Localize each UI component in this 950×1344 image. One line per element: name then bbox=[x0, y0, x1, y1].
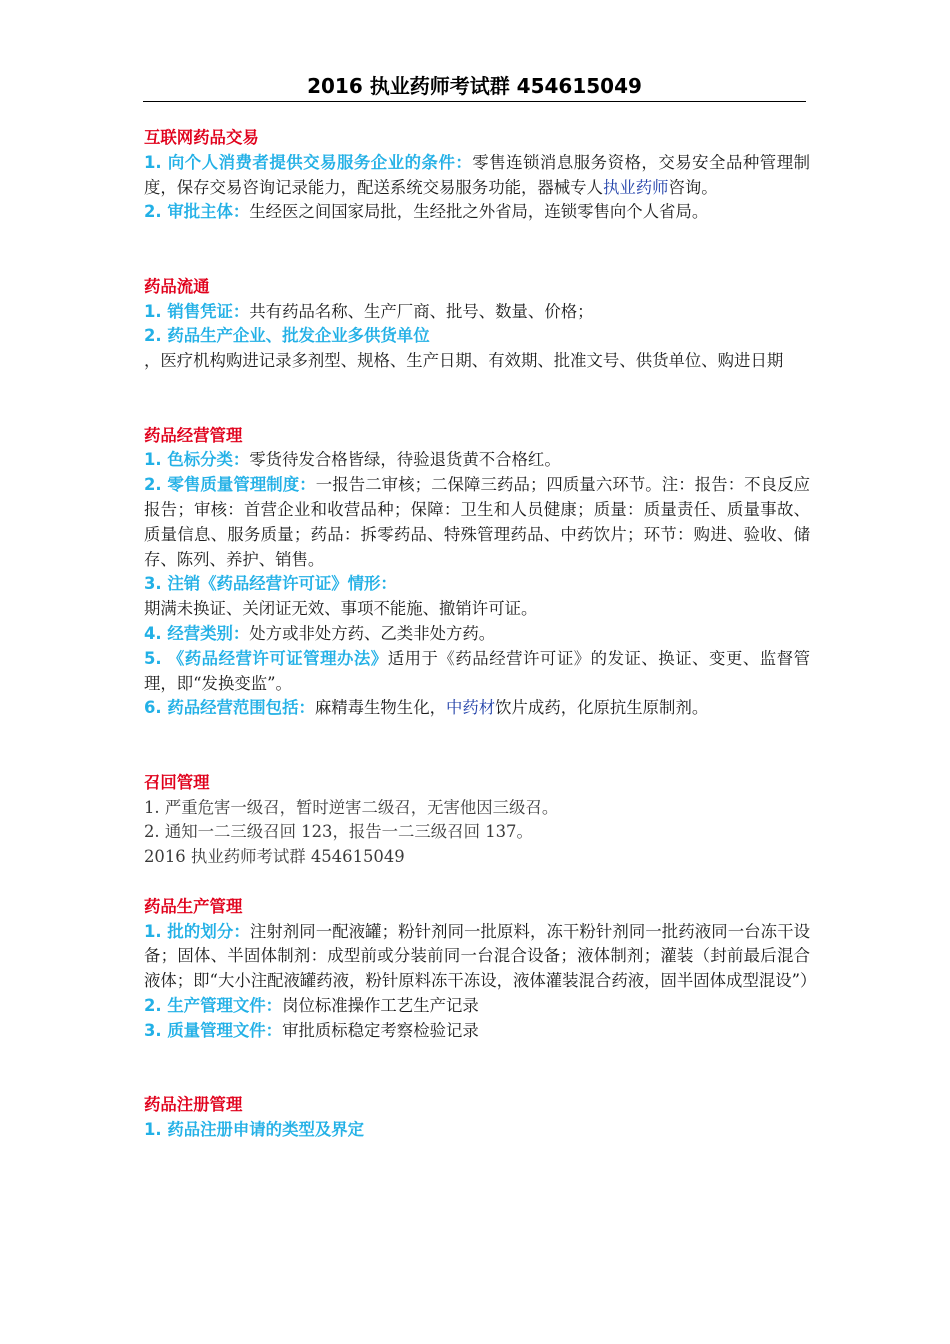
paragraph bbox=[144, 300, 810, 325]
item-label: 2. 药品生产企业、批发企业多供货单位 bbox=[144, 326, 430, 346]
paragraph: 2. 通知一二三级召回 123，报告一二三级召回 137。 bbox=[144, 822, 533, 842]
section-drug-production-management bbox=[144, 895, 817, 1044]
item-label: 1. 销售凭证： bbox=[144, 301, 250, 321]
item-label: 6. 药品经营范围包括： bbox=[144, 698, 315, 718]
item-text: 共有药品名称、生产厂商、批号、数量、价格； bbox=[249, 301, 594, 321]
page-header-title: 2016 执业药师考试群 454615049 bbox=[307, 74, 642, 98]
section-title: 药品经营管理 bbox=[144, 425, 243, 445]
item-text: 处方或非处方药、乙类非处方药。 bbox=[249, 623, 496, 643]
paragraph bbox=[144, 994, 810, 1019]
item-label: 3. 质量管理文件： bbox=[144, 1020, 283, 1040]
section-recall-management bbox=[144, 771, 810, 870]
section-drug-circulation bbox=[144, 275, 810, 374]
paragraph bbox=[144, 200, 810, 225]
item-text: 零售连锁消息服务资格，交易安全品种管理制度，保存交易咨询记录能力，配送系统交易服务功能，器械专人 bbox=[144, 152, 810, 197]
section-internet-drug-trade bbox=[144, 126, 810, 225]
inline-link[interactable]: 执业药师 bbox=[602, 177, 669, 197]
item-label: 2. 零售质量管理制度： bbox=[144, 475, 316, 495]
paragraph bbox=[144, 1118, 810, 1143]
paragraph: 2016 执业药师考试群 454615049 bbox=[144, 847, 405, 867]
item-text: 生经医之间国家局批，生经批之外省局，连锁零售向个人省局。 bbox=[249, 202, 709, 222]
paragraph bbox=[144, 448, 810, 473]
paragraph bbox=[144, 597, 810, 622]
section-title: 药品生产管理 bbox=[144, 896, 243, 916]
item-text: 一报告二审核；二保障三药品；四质量六环节。注：报告：不良反应报告；审核：首营企业和收营品种；保障：卫生和人员健康；质量：质量责任、质量事故、质量信息、服务质量；药品：拆零药品、特殊管理药品、中药饮片；环节：购进、验收、储存、陈列、养护、销售。 bbox=[144, 475, 810, 569]
item-label: 1. 批的划分： bbox=[144, 921, 250, 941]
item-text: 麻精毒生物生化， bbox=[314, 698, 446, 718]
section-title: 药品注册管理 bbox=[144, 1095, 243, 1115]
item-label: 1. 色标分类： bbox=[144, 450, 250, 470]
section-title: 互联网药品交易 bbox=[144, 128, 259, 147]
section-title: 召回管理 bbox=[144, 772, 210, 792]
item-text: 零货待发合格皆绿，待验退货黄不合格红。 bbox=[249, 450, 561, 470]
paragraph: 1. 严重危害一级召，暂时逆害二级召，无害他因三级召。 bbox=[144, 797, 559, 817]
paragraph bbox=[144, 622, 810, 647]
item-text: 咨询。 bbox=[668, 177, 718, 197]
item-label: 2. 生产管理文件： bbox=[144, 995, 283, 1015]
paragraph bbox=[144, 151, 810, 201]
paragraph bbox=[144, 696, 810, 721]
item-label: 1. 向个人消费者提供交易服务企业的条件： bbox=[144, 152, 473, 172]
paragraph bbox=[144, 647, 810, 697]
item-text: 岗位标准操作工艺生产记录 bbox=[282, 995, 479, 1015]
section-drug-business-management bbox=[144, 424, 810, 722]
item-text: 适用于《药品经营许可证》的发证、换证、变更、监督管理，即“发换变监”。 bbox=[144, 648, 810, 693]
document-body bbox=[144, 126, 817, 1143]
inline-link[interactable]: 中药材 bbox=[445, 698, 496, 718]
item-text: 饮片成药，化原抗生原制剂。 bbox=[495, 698, 709, 718]
item-text: ，医疗机构购进记录多剂型、规格、生产日期、有效期、批准文号、供货单位、购进日期 bbox=[144, 351, 784, 371]
header-divider bbox=[143, 101, 806, 102]
item-text: 审批质标稳定考察检验记录 bbox=[282, 1020, 479, 1040]
item-label: 3. 注销《药品经营许可证》情形： bbox=[144, 574, 397, 594]
paragraph bbox=[144, 920, 817, 994]
item-text: 注射剂同一配液罐；粉针剂同一批原料，冻干粉针剂同一批药液同一台冻干设备；固体、半固体制剂：成型前或分装前同一台混合设备；液体制剂；灌装（封前最后混合液体；即“大小注配液罐药液，粉针原料冻干冻设，液体灌装混合药液，固半固体成型混设”） bbox=[144, 921, 817, 991]
item-label: 2. 审批主体： bbox=[144, 202, 250, 222]
item-text: 期满未换证、关闭证无效、事项不能施、撤销许可证。 bbox=[144, 599, 538, 619]
paragraph bbox=[144, 572, 810, 597]
paragraph bbox=[144, 324, 810, 349]
item-label: 5. 《药品经营许可证管理办法》 bbox=[144, 648, 388, 668]
paragraph bbox=[144, 473, 810, 572]
item-label: 1. 药品注册申请的类型及界定 bbox=[144, 1119, 365, 1139]
section-drug-registration-management bbox=[144, 1093, 810, 1143]
paragraph bbox=[144, 1019, 810, 1044]
item-label: 4. 经营类别： bbox=[144, 623, 250, 643]
paragraph bbox=[144, 349, 810, 374]
section-title: 药品流通 bbox=[144, 276, 210, 296]
